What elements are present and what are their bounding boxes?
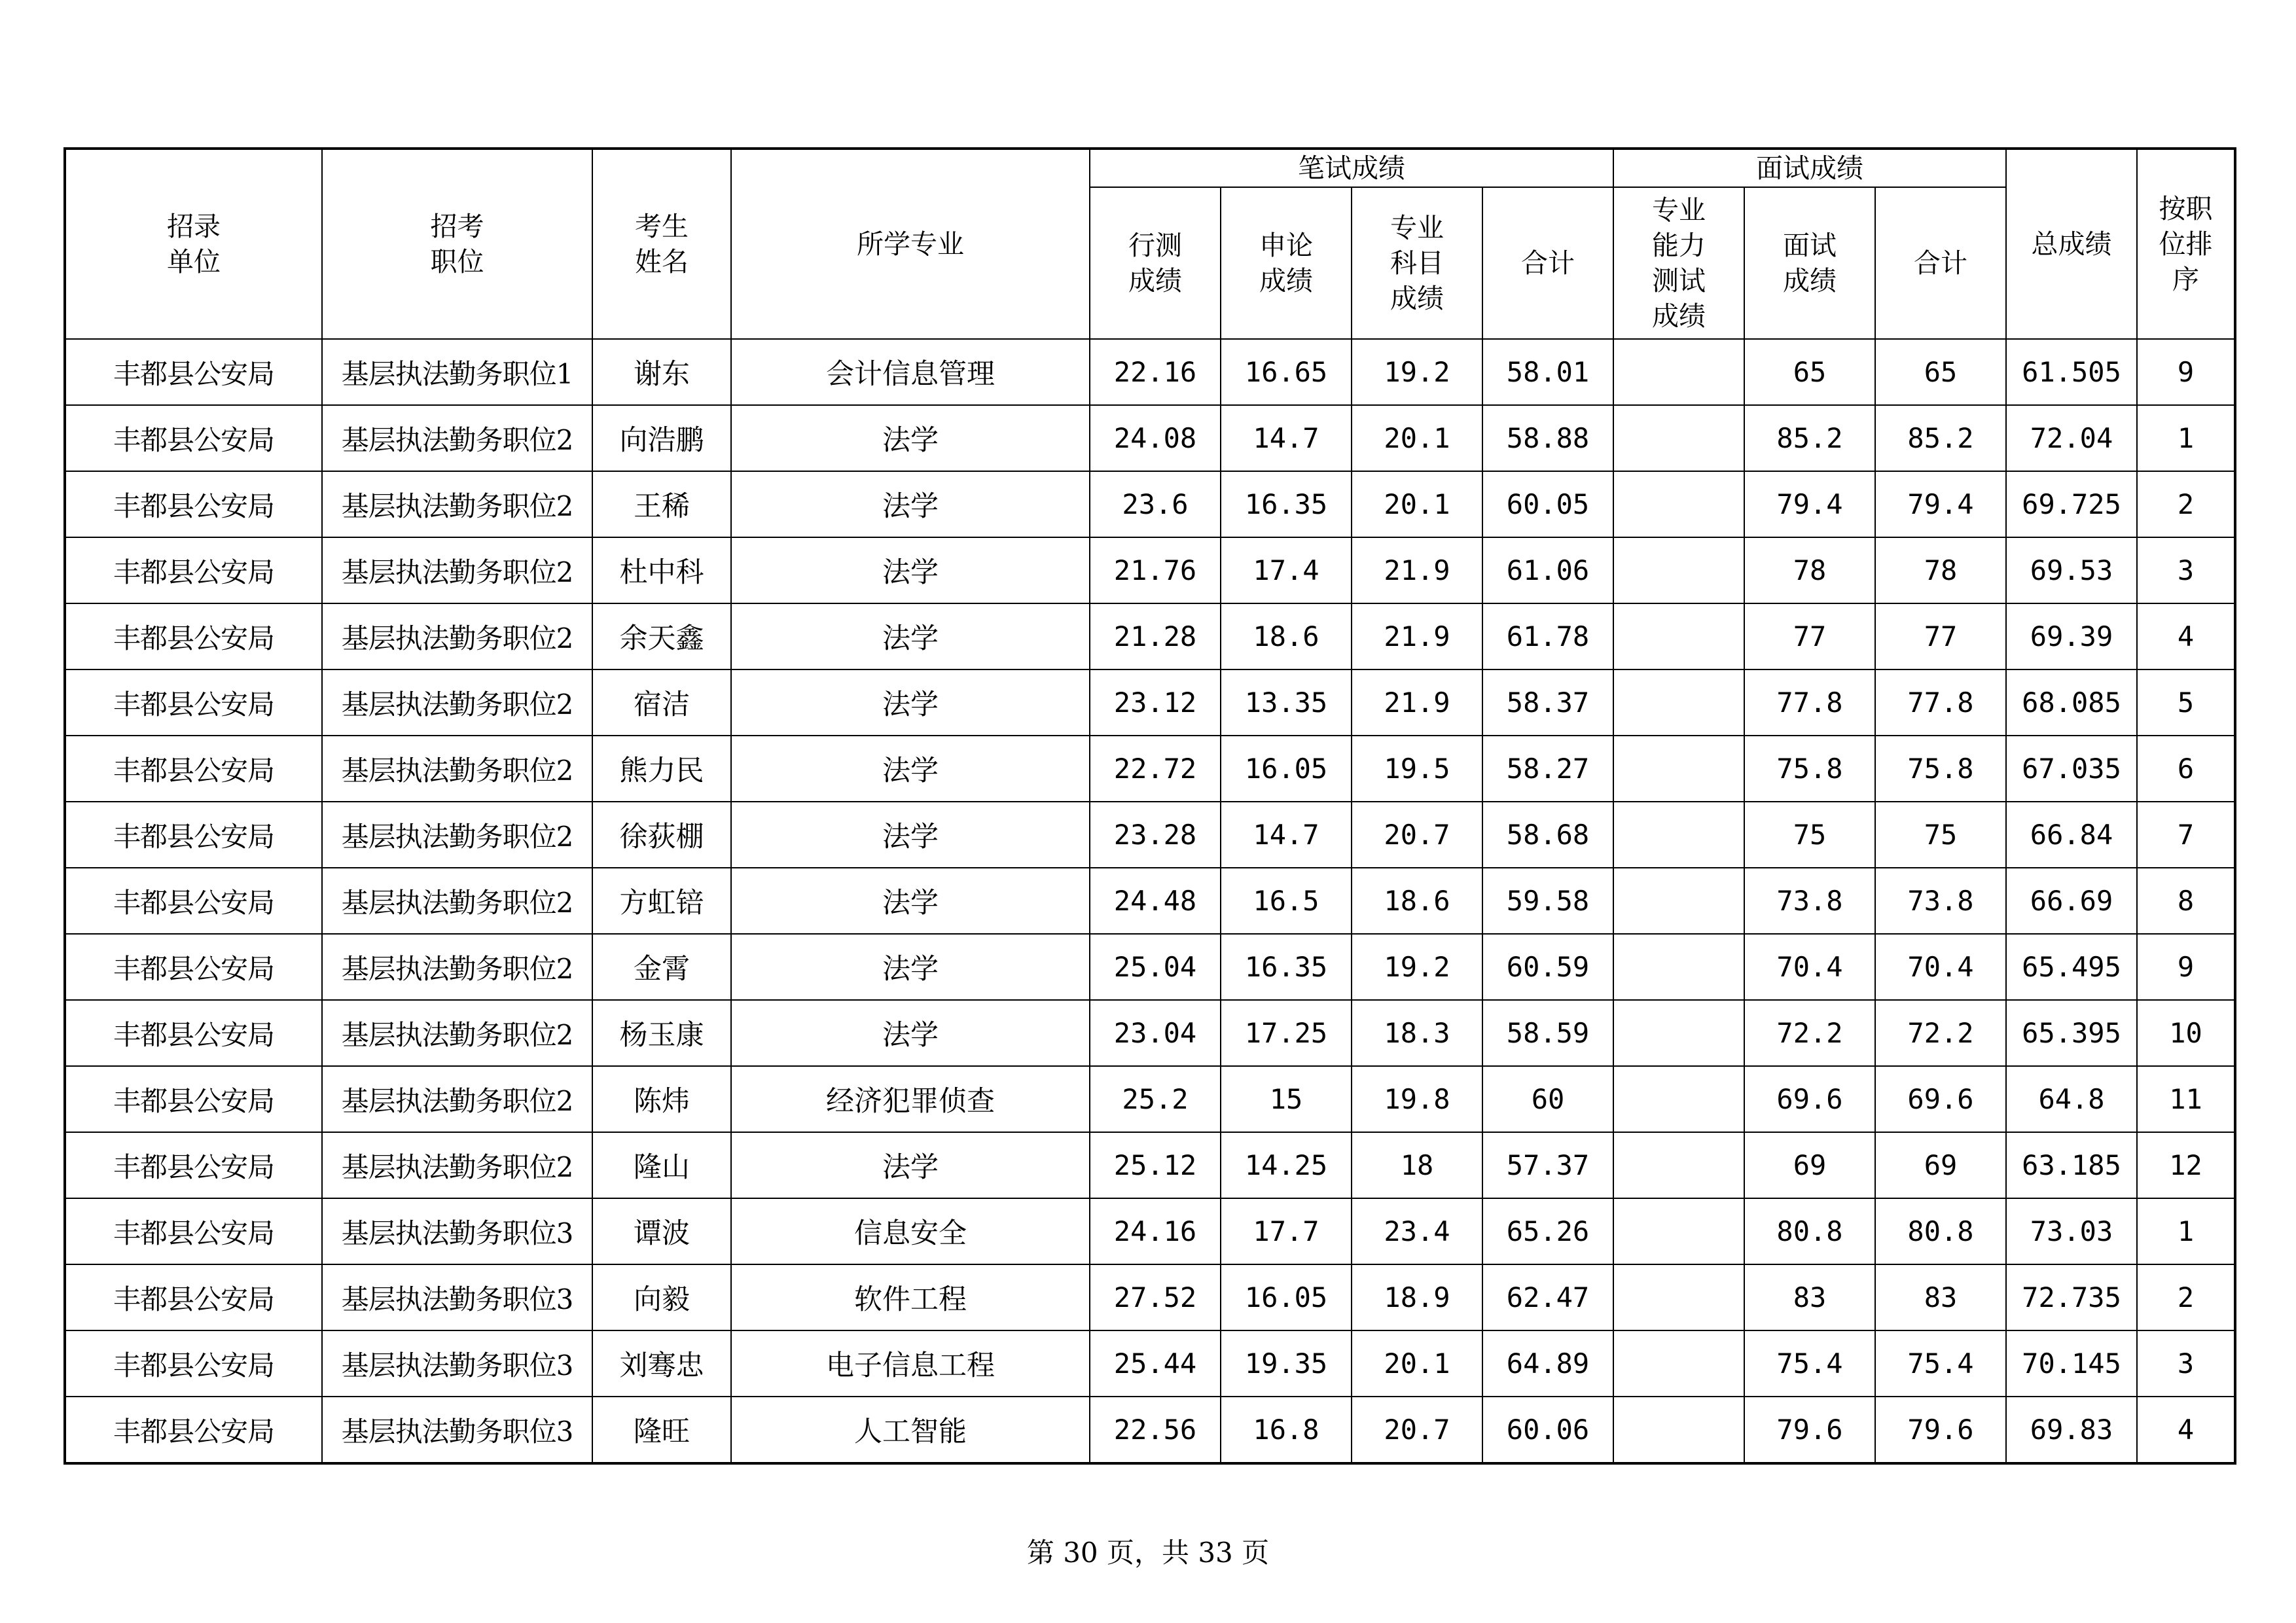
table-row	[65, 471, 2235, 537]
cell-interview: 83	[1744, 1264, 1875, 1330]
cell-professional: 20.1	[1352, 471, 1482, 537]
cell-shenlun: 14.7	[1221, 802, 1352, 868]
table-row	[65, 934, 2235, 1000]
cell-shenlun: 14.7	[1221, 405, 1352, 471]
cell-xingce: 25.04	[1090, 934, 1221, 1000]
cell-shenlun: 16.65	[1221, 339, 1352, 405]
cell-written-total: 59.58	[1482, 868, 1613, 934]
cell-professional: 23.4	[1352, 1198, 1482, 1264]
cell-name: 杜中科	[592, 537, 731, 603]
table-header	[65, 149, 2235, 339]
cell-interview-total: 79.4	[1875, 471, 2006, 537]
cell-interview-total: 83	[1875, 1264, 2006, 1330]
cell-major: 法学	[731, 1000, 1090, 1066]
header-position: 招考 职位	[322, 149, 592, 339]
cell-unit: 丰都县公安局	[65, 1397, 322, 1463]
cell-professional: 20.7	[1352, 1397, 1482, 1463]
cell-name: 陈炜	[592, 1066, 731, 1132]
cell-total: 69.725	[2006, 471, 2137, 537]
cell-unit: 丰都县公安局	[65, 471, 322, 537]
cell-total: 72.04	[2006, 405, 2137, 471]
cell-major: 会计信息管理	[731, 339, 1090, 405]
cell-shenlun: 14.25	[1221, 1132, 1352, 1198]
cell-unit: 丰都县公安局	[65, 1000, 322, 1066]
cell-major: 法学	[731, 405, 1090, 471]
cell-shenlun: 13.35	[1221, 669, 1352, 736]
cell-rank: 3	[2137, 1330, 2235, 1397]
cell-rank: 1	[2137, 405, 2235, 471]
cell-total: 69.39	[2006, 603, 2137, 669]
cell-xingce: 25.44	[1090, 1330, 1221, 1397]
cell-written-total: 60.59	[1482, 934, 1613, 1000]
cell-unit: 丰都县公安局	[65, 868, 322, 934]
page-footer: 第 30 页，共 33 页	[1026, 1537, 1270, 1569]
cell-total: 67.035	[2006, 736, 2137, 802]
cell-xingce: 24.08	[1090, 405, 1221, 471]
cell-written-total: 60	[1482, 1066, 1613, 1132]
header-xingce: 行测 成绩	[1090, 187, 1221, 339]
header-shenlun: 申论 成绩	[1221, 187, 1352, 339]
cell-interview: 75.4	[1744, 1330, 1875, 1397]
cell-professional: 18	[1352, 1132, 1482, 1198]
cell-professional: 19.2	[1352, 934, 1482, 1000]
cell-xingce: 23.6	[1090, 471, 1221, 537]
cell-name: 金霄	[592, 934, 731, 1000]
cell-ability	[1613, 1066, 1744, 1132]
cell-rank: 12	[2137, 1132, 2235, 1198]
header-unit: 招录 单位	[65, 149, 322, 339]
cell-written-total: 64.89	[1482, 1330, 1613, 1397]
cell-written-total: 65.26	[1482, 1198, 1613, 1264]
cell-name: 向浩鹏	[592, 405, 731, 471]
cell-position: 基层执法勤务职位3	[322, 1330, 592, 1397]
cell-xingce: 22.16	[1090, 339, 1221, 405]
cell-shenlun: 16.5	[1221, 868, 1352, 934]
header-interview-total: 合计	[1875, 187, 2006, 339]
cell-interview: 75.8	[1744, 736, 1875, 802]
cell-position: 基层执法勤务职位2	[322, 934, 592, 1000]
cell-rank: 6	[2137, 736, 2235, 802]
cell-interview: 70.4	[1744, 934, 1875, 1000]
table-row	[65, 1397, 2235, 1463]
cell-ability	[1613, 1330, 1744, 1397]
cell-written-total: 58.88	[1482, 405, 1613, 471]
cell-name: 刘骞忠	[592, 1330, 731, 1397]
cell-total: 69.53	[2006, 537, 2137, 603]
cell-major: 法学	[731, 736, 1090, 802]
cell-interview-total: 77	[1875, 603, 2006, 669]
cell-major: 人工智能	[731, 1397, 1090, 1463]
cell-interview-total: 69.6	[1875, 1066, 2006, 1132]
cell-interview-total: 85.2	[1875, 405, 2006, 471]
cell-interview-total: 75.4	[1875, 1330, 2006, 1397]
cell-unit: 丰都县公安局	[65, 1132, 322, 1198]
cell-name: 谭波	[592, 1198, 731, 1264]
header-written-total: 合计	[1482, 187, 1613, 339]
cell-xingce: 23.12	[1090, 669, 1221, 736]
cell-professional: 19.8	[1352, 1066, 1482, 1132]
cell-xingce: 22.72	[1090, 736, 1221, 802]
cell-total: 64.8	[2006, 1066, 2137, 1132]
cell-written-total: 58.68	[1482, 802, 1613, 868]
cell-professional: 20.1	[1352, 1330, 1482, 1397]
cell-ability	[1613, 669, 1744, 736]
cell-unit: 丰都县公安局	[65, 1330, 322, 1397]
cell-professional: 19.5	[1352, 736, 1482, 802]
cell-unit: 丰都县公安局	[65, 1198, 322, 1264]
cell-total: 66.84	[2006, 802, 2137, 868]
cell-rank: 8	[2137, 868, 2235, 934]
cell-interview-total: 75.8	[1875, 736, 2006, 802]
cell-interview: 77	[1744, 603, 1875, 669]
cell-ability	[1613, 1132, 1744, 1198]
cell-total: 73.03	[2006, 1198, 2137, 1264]
table-row	[65, 603, 2235, 669]
cell-major: 法学	[731, 934, 1090, 1000]
cell-interview-total: 73.8	[1875, 868, 2006, 934]
cell-rank: 11	[2137, 1066, 2235, 1132]
cell-rank: 2	[2137, 471, 2235, 537]
cell-unit: 丰都县公安局	[65, 1264, 322, 1330]
cell-position: 基层执法勤务职位2	[322, 537, 592, 603]
cell-ability	[1613, 802, 1744, 868]
cell-written-total: 60.06	[1482, 1397, 1613, 1463]
cell-interview-total: 77.8	[1875, 669, 2006, 736]
cell-rank: 5	[2137, 669, 2235, 736]
cell-total: 69.83	[2006, 1397, 2137, 1463]
cell-written-total: 61.78	[1482, 603, 1613, 669]
cell-interview: 72.2	[1744, 1000, 1875, 1066]
cell-interview: 79.6	[1744, 1397, 1875, 1463]
header-interview-group: 面试成绩	[1613, 149, 2006, 187]
cell-interview: 79.4	[1744, 471, 1875, 537]
cell-professional: 21.9	[1352, 669, 1482, 736]
cell-written-total: 60.05	[1482, 471, 1613, 537]
table-row	[65, 339, 2235, 405]
cell-shenlun: 18.6	[1221, 603, 1352, 669]
cell-major: 经济犯罪侦查	[731, 1066, 1090, 1132]
table-row	[65, 736, 2235, 802]
cell-total: 70.145	[2006, 1330, 2137, 1397]
table-row	[65, 1066, 2235, 1132]
cell-interview: 80.8	[1744, 1198, 1875, 1264]
cell-shenlun: 16.05	[1221, 736, 1352, 802]
header-rank: 按职 位排 序	[2137, 149, 2235, 339]
cell-xingce: 27.52	[1090, 1264, 1221, 1330]
cell-interview: 85.2	[1744, 405, 1875, 471]
header-professional: 专业 科目 成绩	[1352, 187, 1482, 339]
cell-interview: 77.8	[1744, 669, 1875, 736]
cell-ability	[1613, 471, 1744, 537]
header-interview: 面试 成绩	[1744, 187, 1875, 339]
cell-professional: 20.7	[1352, 802, 1482, 868]
cell-unit: 丰都县公安局	[65, 339, 322, 405]
cell-ability	[1613, 1198, 1744, 1264]
cell-interview-total: 75	[1875, 802, 2006, 868]
cell-position: 基层执法勤务职位3	[322, 1198, 592, 1264]
header-major: 所学专业	[731, 149, 1090, 339]
cell-position: 基层执法勤务职位3	[322, 1397, 592, 1463]
cell-unit: 丰都县公安局	[65, 802, 322, 868]
cell-position: 基层执法勤务职位2	[322, 802, 592, 868]
cell-ability	[1613, 868, 1744, 934]
cell-unit: 丰都县公安局	[65, 669, 322, 736]
cell-unit: 丰都县公安局	[65, 603, 322, 669]
cell-ability	[1613, 603, 1744, 669]
cell-position: 基层执法勤务职位3	[322, 1264, 592, 1330]
cell-position: 基层执法勤务职位2	[322, 1132, 592, 1198]
cell-position: 基层执法勤务职位2	[322, 1066, 592, 1132]
cell-rank: 1	[2137, 1198, 2235, 1264]
cell-professional: 18.6	[1352, 868, 1482, 934]
cell-total: 66.69	[2006, 868, 2137, 934]
cell-name: 熊力民	[592, 736, 731, 802]
cell-xingce: 25.12	[1090, 1132, 1221, 1198]
table-row	[65, 1264, 2235, 1330]
table-row	[65, 669, 2235, 736]
table-row	[65, 405, 2235, 471]
cell-major: 电子信息工程	[731, 1330, 1090, 1397]
cell-position: 基层执法勤务职位2	[322, 868, 592, 934]
header-total: 总成绩	[2006, 149, 2137, 339]
header-name: 考生 姓名	[592, 149, 731, 339]
cell-total: 72.735	[2006, 1264, 2137, 1330]
cell-position: 基层执法勤务职位2	[322, 669, 592, 736]
cell-written-total: 61.06	[1482, 537, 1613, 603]
cell-name: 谢东	[592, 339, 731, 405]
cell-major: 法学	[731, 537, 1090, 603]
cell-written-total: 58.59	[1482, 1000, 1613, 1066]
cell-professional: 18.9	[1352, 1264, 1482, 1330]
cell-total: 61.505	[2006, 339, 2137, 405]
cell-name: 向毅	[592, 1264, 731, 1330]
cell-interview: 78	[1744, 537, 1875, 603]
cell-shenlun: 17.25	[1221, 1000, 1352, 1066]
table-row	[65, 1132, 2235, 1198]
cell-shenlun: 17.7	[1221, 1198, 1352, 1264]
cell-professional: 19.2	[1352, 339, 1482, 405]
cell-major: 法学	[731, 802, 1090, 868]
cell-position: 基层执法勤务职位2	[322, 736, 592, 802]
cell-total: 68.085	[2006, 669, 2137, 736]
cell-shenlun: 16.35	[1221, 471, 1352, 537]
cell-major: 法学	[731, 471, 1090, 537]
header-ability: 专业 能力 测试 成绩	[1613, 187, 1744, 339]
cell-name: 余天鑫	[592, 603, 731, 669]
cell-unit: 丰都县公安局	[65, 1066, 322, 1132]
cell-ability	[1613, 934, 1744, 1000]
cell-interview: 65	[1744, 339, 1875, 405]
cell-major: 法学	[731, 868, 1090, 934]
cell-name: 徐荻棚	[592, 802, 731, 868]
cell-shenlun: 15	[1221, 1066, 1352, 1132]
cell-interview-total: 72.2	[1875, 1000, 2006, 1066]
cell-rank: 9	[2137, 934, 2235, 1000]
table-row	[65, 868, 2235, 934]
cell-rank: 4	[2137, 603, 2235, 669]
cell-professional: 18.3	[1352, 1000, 1482, 1066]
cell-shenlun: 16.05	[1221, 1264, 1352, 1330]
cell-xingce: 24.16	[1090, 1198, 1221, 1264]
cell-rank: 9	[2137, 339, 2235, 405]
cell-written-total: 57.37	[1482, 1132, 1613, 1198]
cell-major: 法学	[731, 669, 1090, 736]
cell-written-total: 58.27	[1482, 736, 1613, 802]
cell-position: 基层执法勤务职位2	[322, 471, 592, 537]
cell-xingce: 23.04	[1090, 1000, 1221, 1066]
cell-interview-total: 80.8	[1875, 1198, 2006, 1264]
table-body	[65, 339, 2235, 1463]
cell-unit: 丰都县公安局	[65, 405, 322, 471]
cell-interview: 75	[1744, 802, 1875, 868]
cell-written-total: 58.01	[1482, 339, 1613, 405]
cell-interview-total: 69	[1875, 1132, 2006, 1198]
cell-position: 基层执法勤务职位2	[322, 1000, 592, 1066]
cell-written-total: 58.37	[1482, 669, 1613, 736]
score-table	[63, 147, 2236, 1465]
cell-xingce: 24.48	[1090, 868, 1221, 934]
cell-interview: 73.8	[1744, 868, 1875, 934]
cell-xingce: 22.56	[1090, 1397, 1221, 1463]
cell-ability	[1613, 537, 1744, 603]
cell-professional: 21.9	[1352, 603, 1482, 669]
cell-unit: 丰都县公安局	[65, 934, 322, 1000]
cell-ability	[1613, 1397, 1744, 1463]
cell-major: 法学	[731, 603, 1090, 669]
cell-total: 65.495	[2006, 934, 2137, 1000]
cell-name: 王稀	[592, 471, 731, 537]
cell-interview-total: 70.4	[1875, 934, 2006, 1000]
cell-interview: 69	[1744, 1132, 1875, 1198]
cell-interview-total: 79.6	[1875, 1397, 2006, 1463]
cell-rank: 4	[2137, 1397, 2235, 1463]
cell-shenlun: 16.35	[1221, 934, 1352, 1000]
cell-position: 基层执法勤务职位2	[322, 405, 592, 471]
cell-xingce: 23.28	[1090, 802, 1221, 868]
table-row	[65, 1330, 2235, 1397]
table-row	[65, 537, 2235, 603]
cell-position: 基层执法勤务职位2	[322, 603, 592, 669]
cell-name: 方虹锫	[592, 868, 731, 934]
cell-rank: 7	[2137, 802, 2235, 868]
cell-shenlun: 19.35	[1221, 1330, 1352, 1397]
cell-position: 基层执法勤务职位1	[322, 339, 592, 405]
cell-ability	[1613, 736, 1744, 802]
table-row	[65, 1198, 2235, 1264]
cell-unit: 丰都县公安局	[65, 537, 322, 603]
cell-name: 杨玉康	[592, 1000, 731, 1066]
cell-major: 软件工程	[731, 1264, 1090, 1330]
cell-xingce: 21.76	[1090, 537, 1221, 603]
cell-total: 63.185	[2006, 1132, 2137, 1198]
cell-shenlun: 17.4	[1221, 537, 1352, 603]
cell-unit: 丰都县公安局	[65, 736, 322, 802]
cell-total: 65.395	[2006, 1000, 2137, 1066]
table-row	[65, 802, 2235, 868]
cell-ability	[1613, 1264, 1744, 1330]
cell-ability	[1613, 405, 1744, 471]
cell-name: 宿洁	[592, 669, 731, 736]
header-written-group: 笔试成绩	[1090, 149, 1613, 187]
cell-rank: 10	[2137, 1000, 2235, 1066]
cell-major: 信息安全	[731, 1198, 1090, 1264]
cell-major: 法学	[731, 1132, 1090, 1198]
cell-interview: 69.6	[1744, 1066, 1875, 1132]
cell-shenlun: 16.8	[1221, 1397, 1352, 1463]
cell-written-total: 62.47	[1482, 1264, 1613, 1330]
cell-professional: 21.9	[1352, 537, 1482, 603]
cell-name: 隆旺	[592, 1397, 731, 1463]
cell-interview-total: 78	[1875, 537, 2006, 603]
cell-interview-total: 65	[1875, 339, 2006, 405]
cell-rank: 3	[2137, 537, 2235, 603]
cell-xingce: 25.2	[1090, 1066, 1221, 1132]
cell-xingce: 21.28	[1090, 603, 1221, 669]
cell-name: 隆山	[592, 1132, 731, 1198]
cell-ability	[1613, 339, 1744, 405]
cell-professional: 20.1	[1352, 405, 1482, 471]
cell-ability	[1613, 1000, 1744, 1066]
table-row	[65, 1000, 2235, 1066]
cell-rank: 2	[2137, 1264, 2235, 1330]
